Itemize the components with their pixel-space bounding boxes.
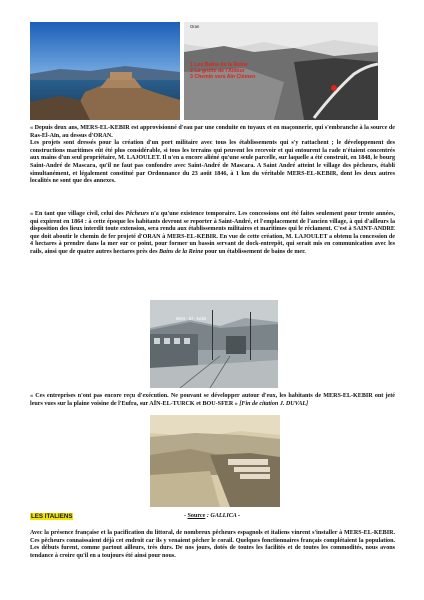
p3-citation: [Fin de citation J. DUVAL] (239, 400, 309, 407)
paragraph-intro (30, 125, 395, 186)
street-photo (150, 300, 278, 388)
section-heading-italiens: LES ITALIENS (31, 513, 73, 520)
p2-after: pour un établissement de bains de mer. (203, 248, 306, 255)
coast-photo-labels (190, 62, 280, 81)
p2-italic-pecheurs: Pêcheurs (125, 211, 149, 217)
paragraph-italiens (30, 530, 395, 560)
paragraph-intro-line-2: Les projets sont dressés pour la création d'un port militaire avec tous les établissements qui s'y rattachent ; le développement des constructions maritimes eût été plus considérable, si tous les terrains qui peuvent les recevoir et qui entourent la rade n'étaient concentrés aux mains d'un seul propriétaire, M. LAJOULET. Il n'en a encore aliéné qu'une seule parcelle, sur laquelle a été construit, en 1848, le bourg Saint-André de Mascara, qu'il ne faut pas confondre avec Saint-André de Mascara. A Saint André atteint le village des pêcheurs, établi simultanément, et légalement constitué par Ordonnance du 23 août 1846, à 1 km du véritable MERS-EL-KEBIR, dont les deux autres localités ne sont que des annexes. (30, 140, 395, 185)
p2-before: « En tant que village civil, celui des (30, 211, 126, 217)
source-line (0, 513, 424, 520)
street-caption: Mers - El - Kebir (176, 316, 207, 321)
paragraph-intro-line-1: « Depuis deux ans, MERS-EL-KEBIR est approvisionné d'eau par une conduite en tuyaux et en maçonnerie, qui s'embranche à la source de Ras-El-Aïn, au dessus d'ORAN. (30, 125, 395, 139)
coast-label-1: 1 Les Bains de la Reine (190, 62, 248, 68)
source-label: Source (187, 513, 206, 519)
coast-label-2: 2 La grotte de l'Aïdour (190, 68, 245, 75)
fort-photo (30, 22, 180, 120)
source-value: : GALLICA - (205, 513, 241, 519)
p2-middle: n'a qu'une existence temporaire. Les concessions ont été faites seulement pour trente années, qui expirent en 1864 : à cette époque les habitants devront se reporter à Saint-André, et l'emplacement de l'ancien village, à qui d'ailleurs la disposition des lieux interdit toute extension, sera rendu aux établissements militaires et maritimes qui le réclament. C'est à SAINT-ANDRE que doit aboutir le chemin de fer projeté d'ORAN à MERS-EL-KEBIR. En vue de cette création, M. LAJOULET a obtenu la concession de 4 hectares à prendre dans la mer sur ce point, pour former un bassin servant de dock-entrepôt, qui serait mis en communication avec les rails, ainsi que de quatre autres hectares près des (30, 211, 396, 255)
coast-label-3: 3 Chemin vers Aïn Clémen (190, 74, 256, 81)
coast-corner-text: Oran (190, 24, 200, 29)
p2-italic-bains: Bains de la Reine (158, 248, 204, 255)
paragraph-village (30, 211, 395, 257)
paragraph-entreprises (30, 393, 395, 408)
p3-text: « Ces entreprises n'ont pas encore reçu d'exécution. Ne pouvant se développer autour d'eux, les habitants de MERS-EL-KEBIR ont jeté leurs vues sur la plaine voisine de l'Eufra, sur AÏN-EL-TURCK et BOU-SFER » (30, 393, 395, 407)
source-prefix: - (183, 513, 188, 519)
harbour-photo (150, 415, 280, 507)
p4-text: Avec la présence française et la pacification du littoral, de nombreux pêcheurs espagnols et italiens vinrent s'installer à MERS-EL-KEBIR. Ces pêcheurs connaissaient déjà cet endroit car ils y venaient pêcher le corail. Quelques fonctionnaires français complétaient la population. Les débuts furent, comme partout ailleurs, très durs. De nos jours, dotés de toutes les facilités et de toutes les commodités, nous avons tendance à croire qu'il en a toujours été ainsi pour nous. (30, 530, 395, 559)
